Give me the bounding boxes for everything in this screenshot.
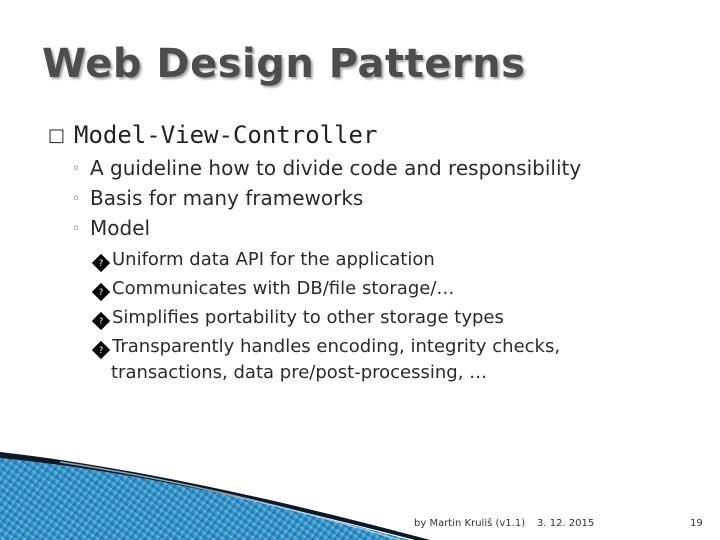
page-number: 19 [690, 518, 703, 529]
sub-bullet-text: Basis for many frameworks [90, 186, 364, 210]
sub-bullet [72, 154, 581, 183]
sub-bullet [72, 214, 150, 243]
model-point-text: Communicates with DB/file storage/… [112, 278, 455, 299]
slide-title: Web Design Patterns [42, 41, 526, 87]
sub-bullet-text: A guideline how to divide code and responsibility [90, 156, 582, 180]
model-point [92, 274, 454, 303]
question-bullet-icon: ? [92, 341, 110, 359]
model-point-text: Uniform data API for the application [112, 249, 435, 270]
model-point [92, 245, 435, 274]
ring-bullet-icon: ◦ [72, 221, 81, 237]
square-bullet-icon: □ [48, 125, 66, 146]
model-point-continuation: transactions, data pre/post-processing, … [111, 362, 488, 383]
footer-date: 3. 12. 2015 [537, 518, 595, 529]
footer-author: by Martin Kruliš (v1.1) [414, 518, 526, 529]
sub-bullet-text: Model [90, 216, 151, 240]
main-bullet [48, 120, 377, 151]
question-bullet-icon: ? [92, 254, 110, 272]
question-bullet-icon: ? [92, 312, 110, 330]
model-point-text: Transparently handles encoding, integrity checks, [112, 336, 561, 357]
question-bullet-icon: ? [92, 283, 110, 301]
main-bullet-text: Model-View-Controller [74, 121, 378, 149]
ring-bullet-icon: ◦ [72, 161, 81, 177]
model-point [92, 303, 504, 332]
model-point [92, 332, 560, 361]
ring-bullet-icon: ◦ [72, 191, 81, 207]
sub-bullet [72, 184, 363, 213]
model-point-text: Simplifies portability to other storage types [112, 307, 504, 328]
